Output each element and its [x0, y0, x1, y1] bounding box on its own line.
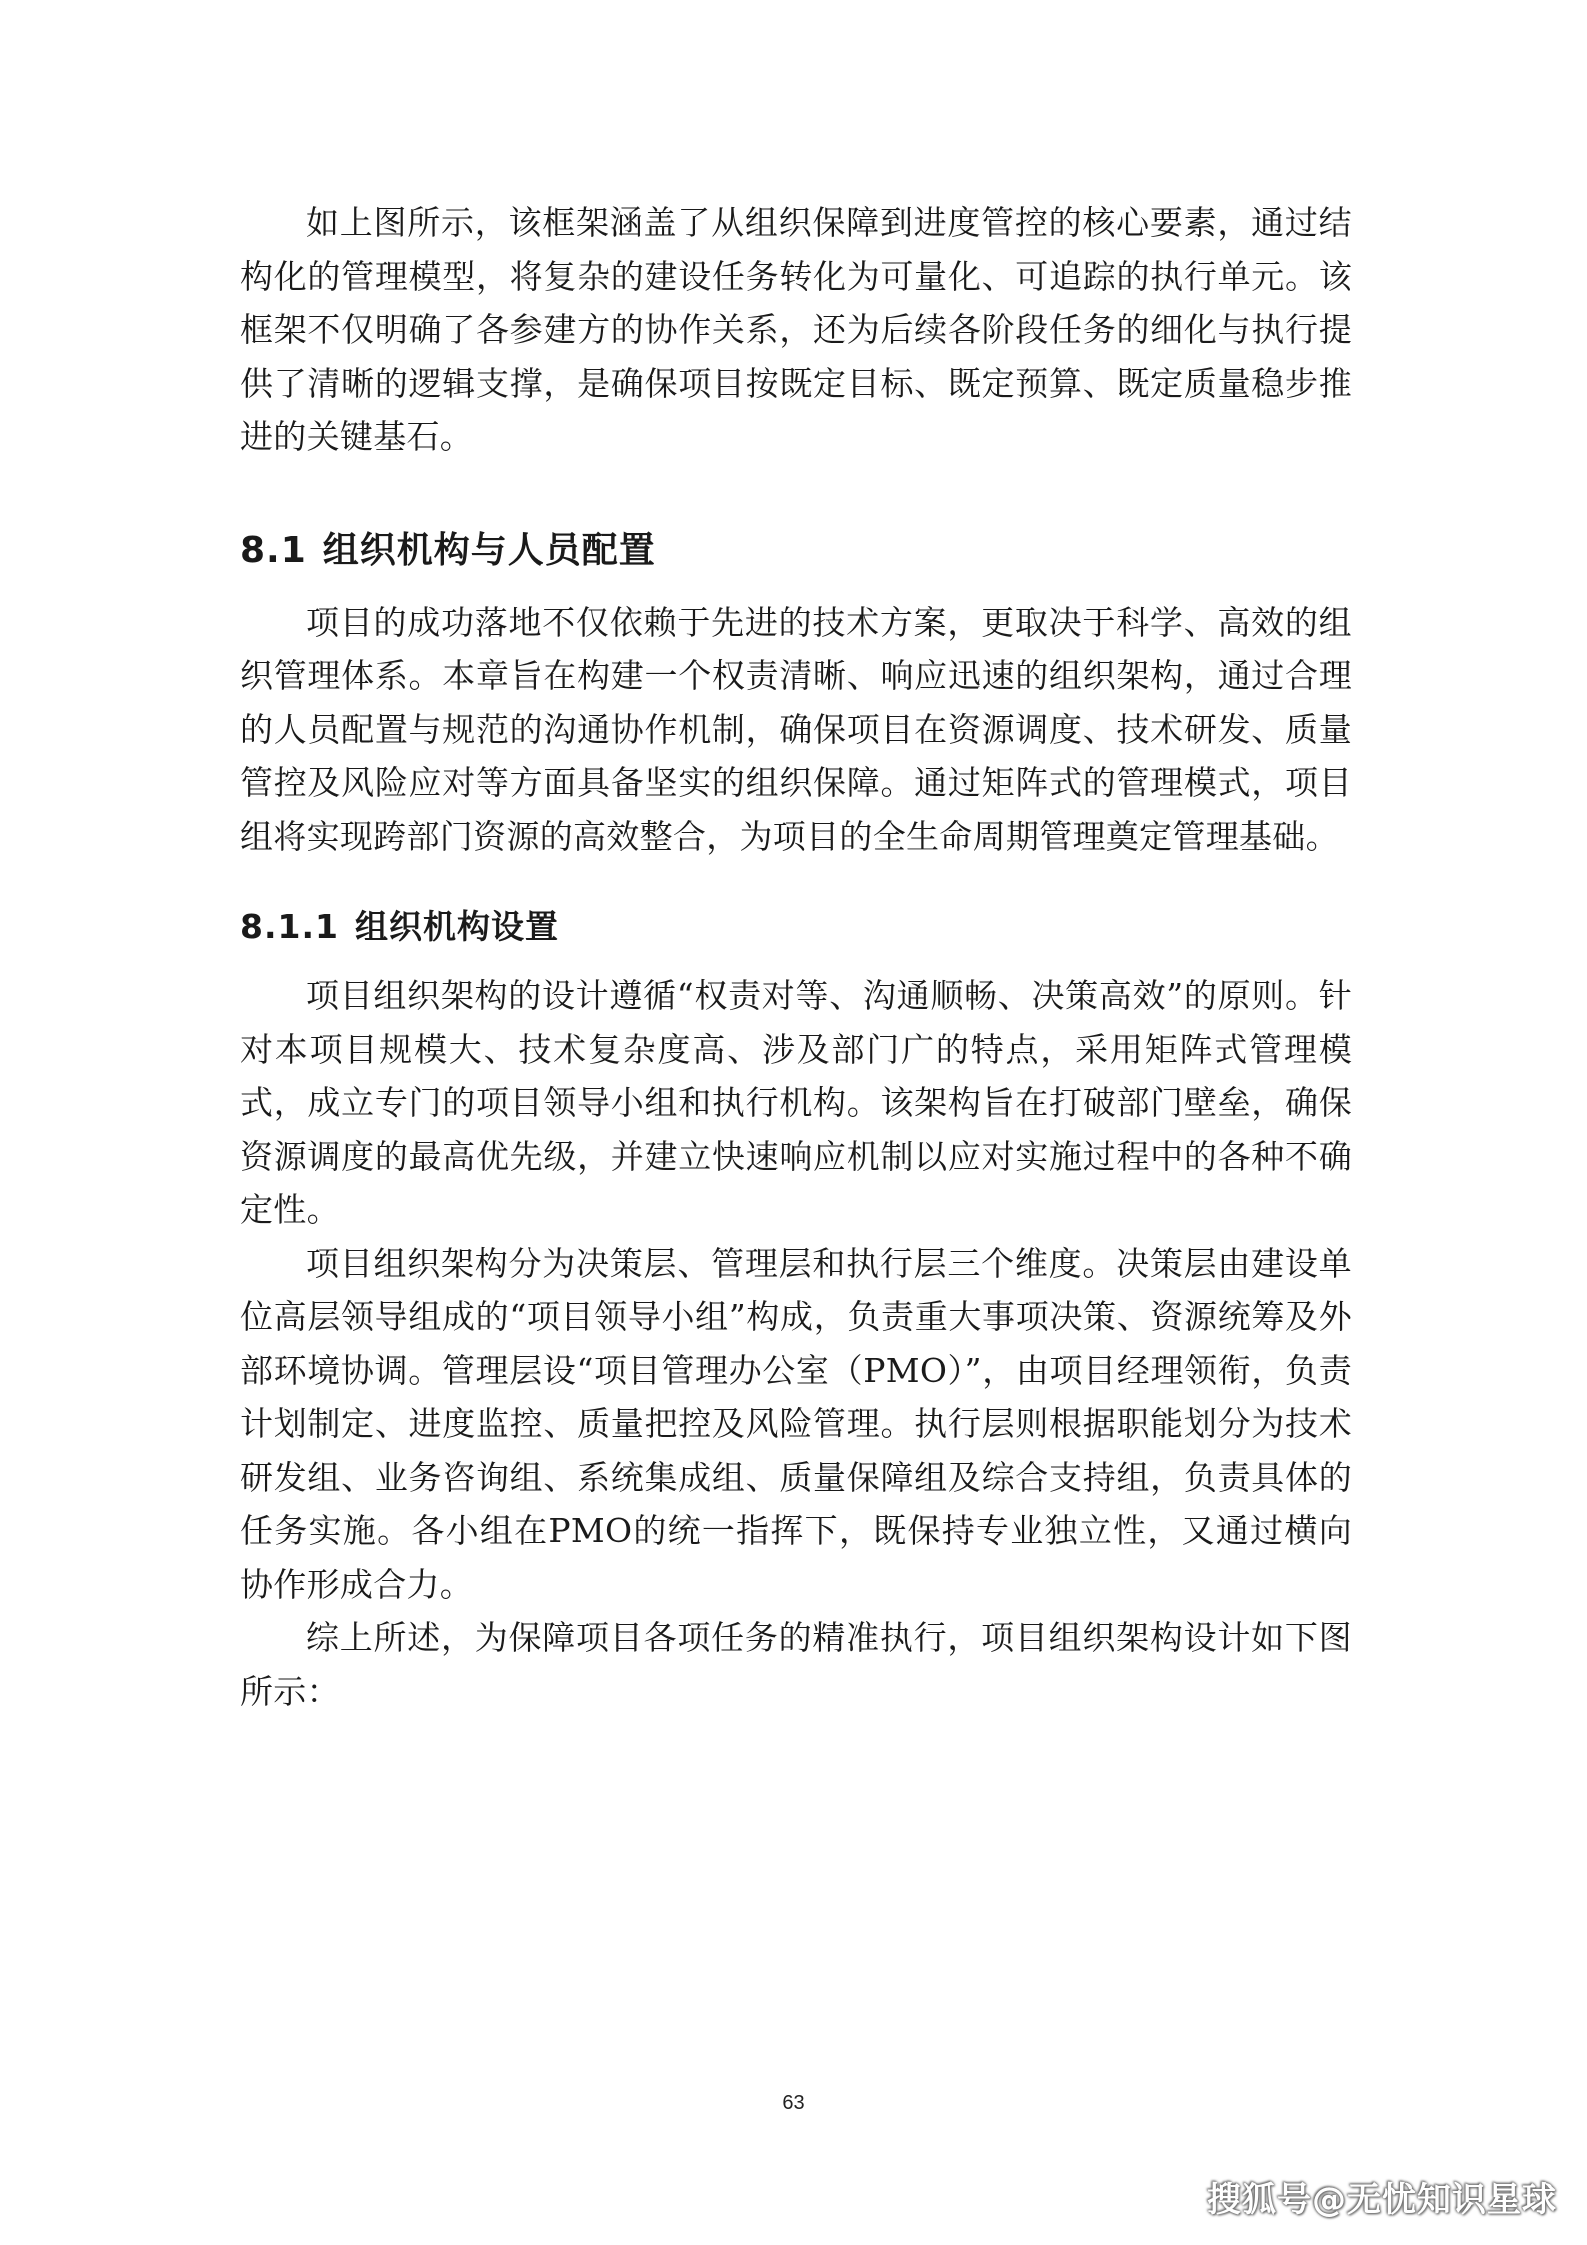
subsection-paragraph-2: 项目组织架构分为决策层、管理层和执行层三个维度。决策层由建设单位高层领导组成的“项目领导小组”构成，负责重大事项决策、资源统筹及外部环境协调。管理层设“项目管理办公室（PMO）”，由项目经理领衔，负责计划制定、进度监控、质量把控及风险管理。执行层则根据职能划分为技术研发组、业务咨询组、系统集成组、质量保障组及综合支持组，负责具体的任务实施。各小组在PMO的统一指挥下，既保持专业独立性，又通过横向协作形成合力。 [240, 1243, 1352, 1604]
page-content [240, 196, 1352, 1718]
subsection-number: 8.1.1 [240, 907, 339, 946]
subsection-paragraph-3: 综上所述，为保障项目各项任务的精准执行，项目组织架构设计如下图所示： [240, 1618, 1352, 1711]
intro-paragraph: 如上图所示，该框架涵盖了从组织保障到进度管控的核心要素，通过结构化的管理模型，将复杂的建设任务转化为可量化、可追踪的执行单元。该框架不仅明确了各参建方的协作关系，还为后续各阶段任务的细化与执行提供了清晰的逻辑支撑，是确保项目按既定目标、既定预算、既定质量稳步推进的关键基石。 [240, 203, 1352, 456]
watermark: 搜狐号@无忧知识星球 [1207, 2180, 1557, 2220]
section-heading [240, 526, 1352, 576]
section-paragraph: 项目的成功落地不仅依赖于先进的技术方案，更取决于科学、高效的组织管理体系。本章旨在构建一个权责清晰、响应迅速的组织架构，通过合理的人员配置与规范的沟通协作机制，确保项目在资源调度、技术研发、质量管控及风险应对等方面具备坚实的组织保障。通过矩阵式的管理模式，项目组将实现跨部门资源的高效整合，为项目的全生命周期管理奠定管理基础。 [240, 602, 1352, 856]
page-number: 63 [782, 2092, 805, 2114]
subsection-title: 组织机构设置 [354, 907, 559, 946]
section-number: 8.1 [240, 529, 307, 571]
section-title: 组织机构与人员配置 [322, 529, 656, 571]
subsection-paragraph-1: 项目组织架构的设计遵循“权责对等、沟通顺畅、决策高效”的原则。针对本项目规模大、技术复杂度高、涉及部门广的特点，采用矩阵式管理模式，成立专门的项目领导小组和执行机构。该架构旨在打破部门壁垒，确保资源调度的最高优先级，并建立快速响应机制以应对实施过程中的各种不确定性。 [240, 976, 1352, 1229]
subsection-heading [240, 903, 1352, 951]
